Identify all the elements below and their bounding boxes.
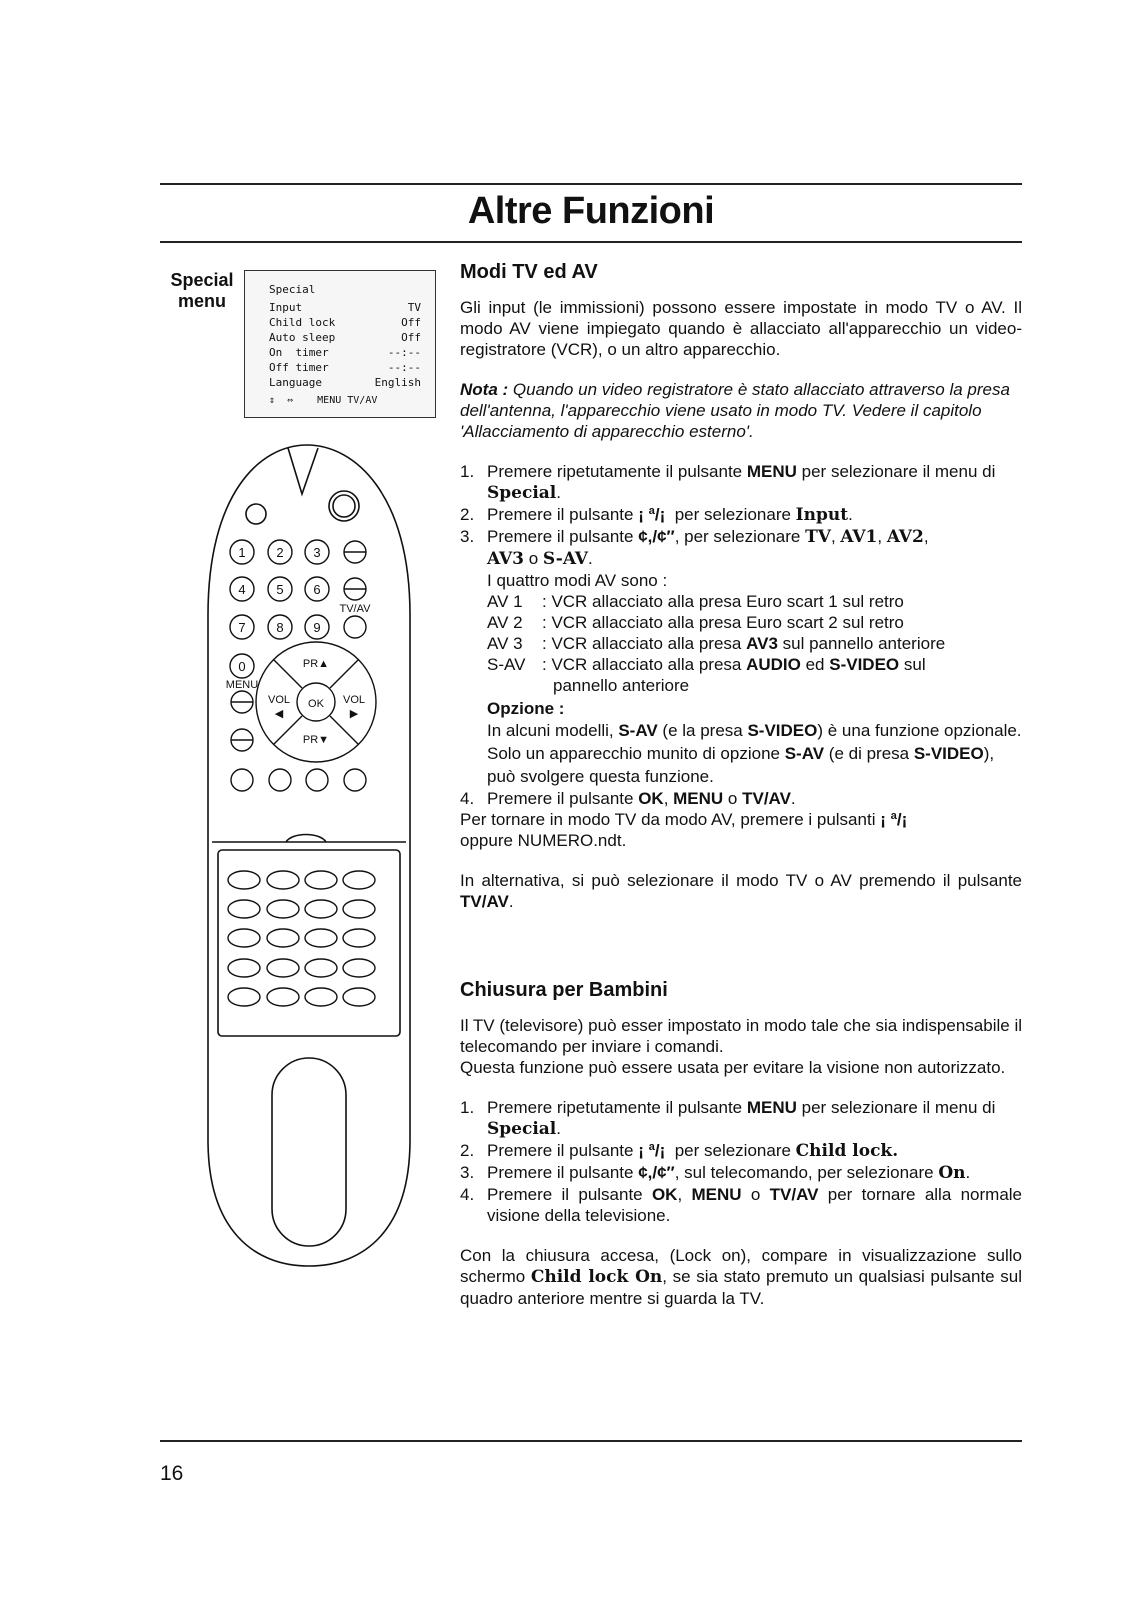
alternative-paragraph: In alternativa, si può selezionare il modo TV o AV premendo il pulsante TV/AV. <box>460 871 1022 911</box>
intro-paragraph: Gli input (le immissioni) possono essere impostate in modo TV o AV. Il modo AV viene impiegato quando è allacciato all'apparecchio un video-registratore (VCR), o un altro apparecchio. <box>460 298 1022 359</box>
return-paragraph: Per tornare in modo TV da modo AV, premere i pulsanti ¡ ª/¡ oppure NUMERO.ndt. <box>460 810 908 850</box>
steps-list <box>460 461 1022 570</box>
section-heading: Chiusura per Bambini <box>460 979 668 1001</box>
osd-row-name: Auto sleep <box>269 331 336 344</box>
av-mode-row: S-AV : VCR allacciato alla presa AUDIO ed S-VIDEO sul <box>487 655 926 674</box>
vol-left-label: VOL <box>267 694 291 706</box>
steps-list-continued <box>460 788 1022 809</box>
av-mode-row-continued: pannello anteriore <box>553 676 690 695</box>
av-modes-intro: I quattro modi AV sono : <box>487 571 668 590</box>
osd-row-name: Off timer <box>269 361 329 374</box>
osd-row-language <box>269 376 421 389</box>
up-down-symbol: ¡ ª/¡ <box>638 505 666 524</box>
av-mode-row: AV 1 : VCR allacciato alla presa Euro scart 1 sul retro <box>487 592 904 611</box>
ok-label: OK <box>308 698 324 710</box>
menu-label: MENU <box>225 679 259 691</box>
special-menu-osd <box>244 270 436 418</box>
key-9-label: 9 <box>313 620 321 635</box>
osd-row-name: Child lock <box>269 316 336 329</box>
intro-paragraph-2: Questa funzione può essere usata per evitare la visione non autorizzato. <box>460 1058 1006 1077</box>
osd-row-name: On timer <box>269 346 329 359</box>
osd-row-value: Off <box>401 331 421 344</box>
step-4: 4. Premere il pulsante OK, MENU o TV/AV. <box>460 789 796 808</box>
remote-hinge <box>286 835 326 843</box>
vol-right-arrow: ▶ <box>349 708 359 720</box>
opzione-text: In alcuni modelli, S-AV (e la presa S-VIDEO) è una funzione opzionale. Solo un apparecchio munito di opzione S-AV (e di presa S-VIDEO), può svolgere questa funzione. <box>487 721 1022 786</box>
nota-text: Quando un video registratore è stato allacciato attraverso la presa dell'antenna, l'apparecchio viene usato in modo TV. Vedere il capitolo 'Allacciamento di apparecchio esterno'. <box>460 380 1010 441</box>
special-menu-label-line1: Special <box>170 270 234 290</box>
key-1-label: 1 <box>238 545 246 560</box>
pr-down-label: PR▼ <box>302 734 330 746</box>
osd-row-name: Input <box>269 301 303 314</box>
av-mode-row: AV 2 : VCR allacciato alla presa Euro scart 2 sul retro <box>487 613 904 632</box>
page-number: 16 <box>160 1462 184 1485</box>
osd-row-value: Off <box>401 316 421 329</box>
up-down-symbol: ¡ ª/¡ <box>880 810 908 829</box>
step-2: 2. Premere il pulsante ¡ ª/¡ per selezionare Child lock. <box>460 1141 899 1161</box>
left-right-symbol: ¢,/¢″ <box>638 527 675 546</box>
osd-row-value: English <box>374 376 421 389</box>
step-3: 3. Premere il pulsante ¢,/¢″, per selezionare TV, AV1, AV2, AV3 o S-AV. <box>460 527 929 569</box>
osd-footer: ⇕ ⇔ MENU TV/AV <box>269 395 378 406</box>
lower-keypad-ovals <box>228 871 375 1006</box>
nota-label: Nota : <box>460 380 509 399</box>
osd-row-value: TV <box>407 301 421 314</box>
section-heading: Modi TV ed AV <box>460 261 598 283</box>
step-1: 1. Premere ripetutamente il pulsante MENU per selezionare il menu di Special. <box>460 462 996 503</box>
bottom-rule <box>160 1440 1022 1442</box>
key-0-label: 0 <box>238 659 246 674</box>
opzione-label: Opzione : <box>487 699 565 718</box>
remote-control-svg <box>204 440 414 1270</box>
battery-cover <box>272 1058 346 1246</box>
steps-list <box>460 1097 1022 1226</box>
av-mode-row: AV 3 : VCR allacciato alla presa AV3 sul pannello anteriore <box>487 634 946 653</box>
key-7-label: 7 <box>238 620 246 635</box>
osd-row-child-lock <box>269 316 421 329</box>
osd-row-input <box>269 301 421 314</box>
vol-right-label: VOL <box>342 694 366 706</box>
intro-paragraph-1: Il TV (televisore) può esser impostato in modo tale che sia indispensabile il telecomando per inviare i comandi. <box>460 1016 1022 1056</box>
power-button-inner <box>333 495 355 517</box>
osd-row-value: --:-- <box>387 361 421 374</box>
key-6-label: 6 <box>313 582 321 597</box>
osd-row-on-timer <box>269 346 421 359</box>
remote-ir-window <box>288 448 318 494</box>
pr-up-label: PR▲ <box>302 658 330 670</box>
key-2-label: 2 <box>276 545 284 560</box>
tvav-label: TV/AV <box>339 603 371 615</box>
key-4-label: 4 <box>238 582 246 597</box>
page-title: Altre Funzioni <box>467 190 715 232</box>
section-modi-tv-av <box>460 262 1022 912</box>
key-8-label: 8 <box>276 620 284 635</box>
osd-row-off-timer <box>269 361 421 374</box>
bottom-round-2 <box>269 769 291 791</box>
tvav-button <box>344 616 366 638</box>
special-menu-label-line2: menu <box>177 291 226 311</box>
osd-row-name: Language <box>269 376 322 389</box>
key-3-label: 3 <box>313 545 321 560</box>
key-5-label: 5 <box>276 582 284 597</box>
osd-row-value: --:-- <box>387 346 421 359</box>
button-small-left <box>246 504 266 524</box>
step-3: 3. Premere il pulsante ¢,/¢″, sul telecomando, per selezionare On. <box>460 1163 971 1183</box>
osd-row-auto-sleep <box>269 331 421 344</box>
up-down-symbol: ¡ ª/¡ <box>638 1141 666 1160</box>
section-chiusura-bambini <box>460 980 1022 1309</box>
step-4: 4. Premere il pulsante OK, MENU o TV/AV per tornare alla normale visione della televisione. <box>460 1185 1023 1225</box>
remote-body <box>208 445 410 1266</box>
nota-paragraph <box>460 379 1022 442</box>
bottom-round-1 <box>231 769 253 791</box>
remote-control-illustration <box>204 440 414 1275</box>
left-right-symbol: ¢,/¢″ <box>638 1163 675 1182</box>
outro-paragraph: Con la chiusura accesa, (Lock on), compare in visualizzazione sullo schermo Child lock On, se sia stato premuto un qualsiasi pulsante sul quadro anteriore mentre si guarda la TV. <box>460 1246 1022 1308</box>
title-rule <box>160 241 1022 243</box>
step-1: 1. Premere ripetutamente il pulsante MENU per selezionare il menu di Special. <box>460 1098 996 1139</box>
vol-left-arrow: ◀ <box>274 708 284 720</box>
bottom-round-3 <box>306 769 328 791</box>
top-rule <box>160 183 1022 185</box>
step-2: 2. Premere il pulsante ¡ ª/¡ per selezionare Input. <box>460 505 853 525</box>
special-menu-label <box>162 270 242 312</box>
bottom-round-4 <box>344 769 366 791</box>
osd-title: Special <box>269 283 316 296</box>
